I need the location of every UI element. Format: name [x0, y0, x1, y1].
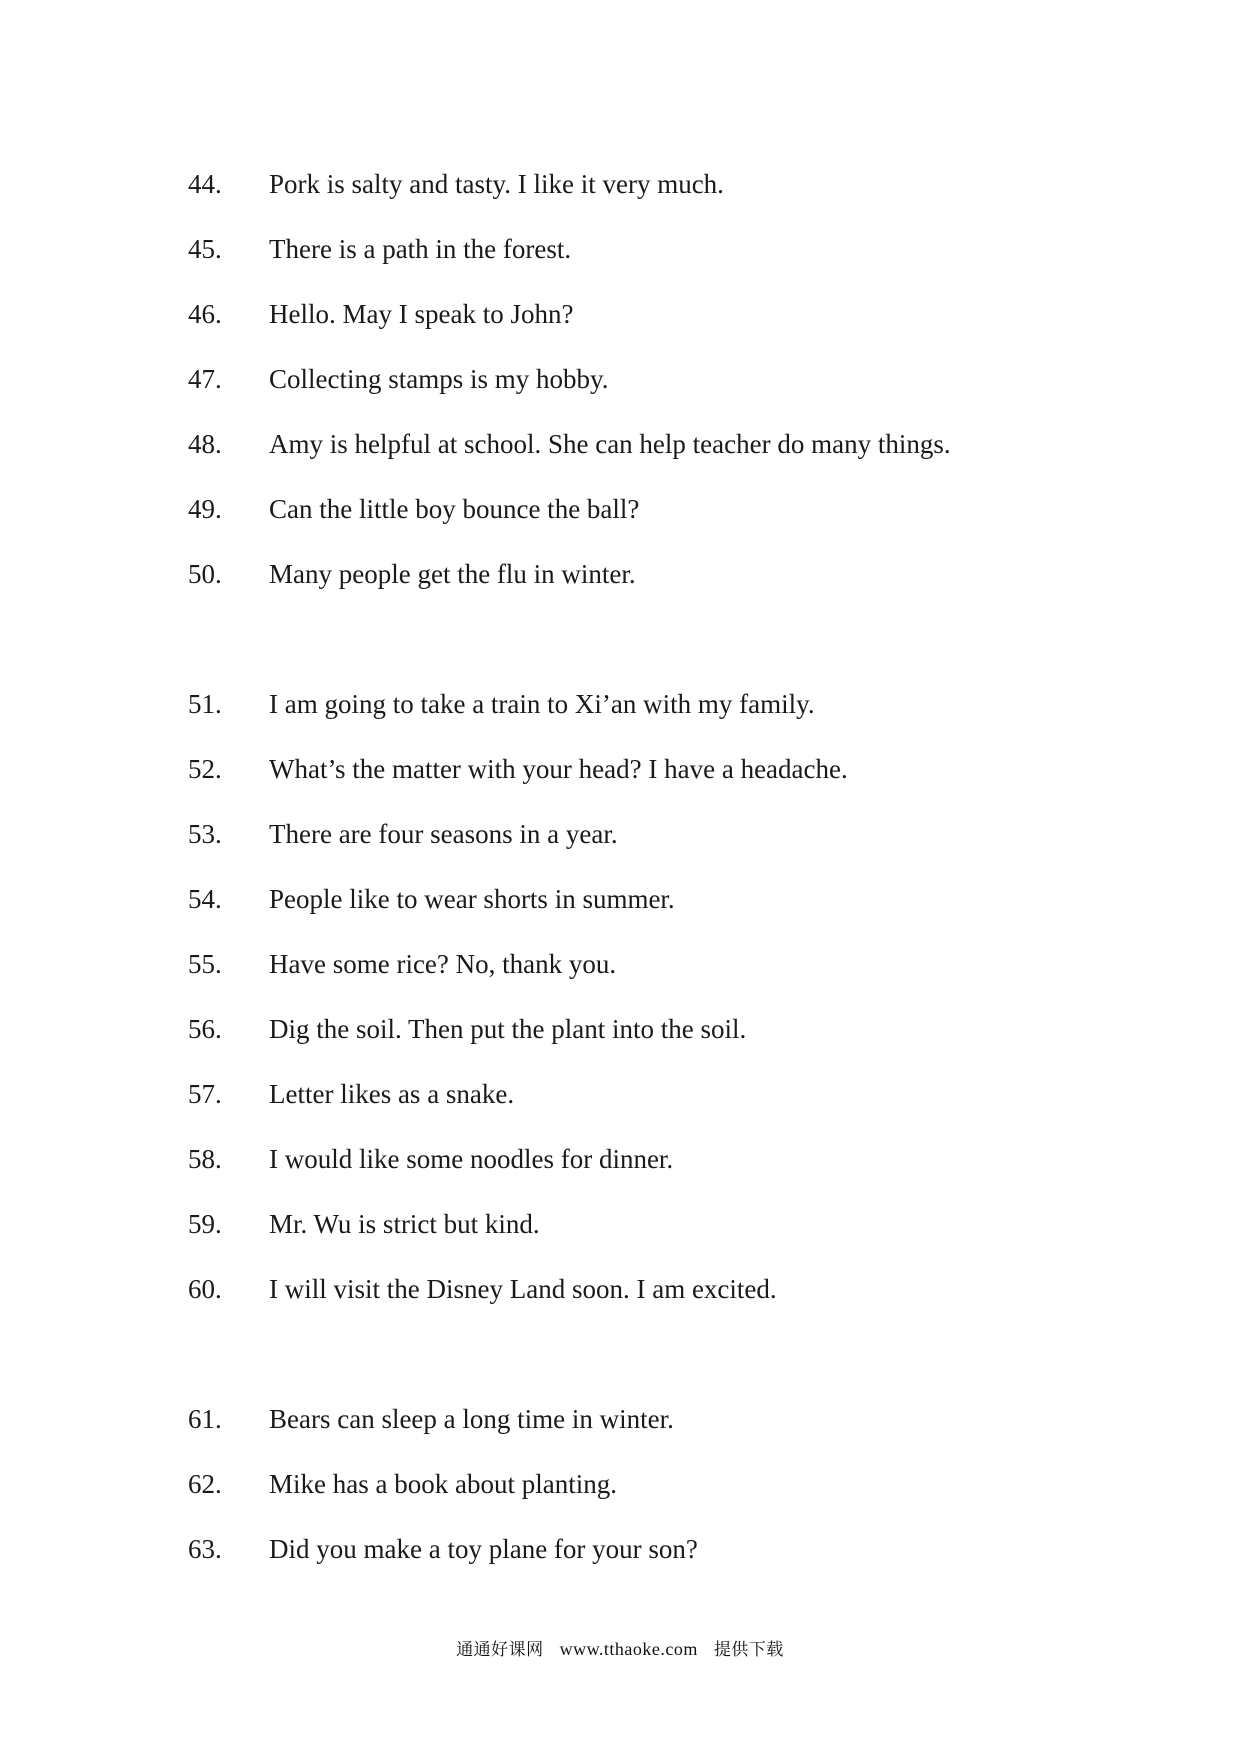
sentence-text: Many people get the flu in winter. — [269, 559, 636, 589]
sentence-number: 55. — [188, 949, 222, 979]
sentence-text: People like to wear shorts in summer. — [269, 884, 675, 914]
sentence-number: 48. — [188, 429, 222, 459]
sentence-number: 54. — [188, 884, 222, 914]
sentence-number: 59. — [188, 1209, 222, 1239]
sentence-number: 57. — [188, 1079, 222, 1109]
sentence-item — [0, 229, 1240, 269]
sentence-text: Dig the soil. Then put the plant into the soil. — [269, 1014, 747, 1044]
sentence-text: There are four seasons in a year. — [269, 819, 618, 849]
sentence-number: 46. — [188, 299, 222, 329]
sentence-item — [0, 1269, 1240, 1309]
sentence-number: 45. — [188, 234, 222, 264]
sentence-text: Hello. May I speak to John? — [269, 299, 574, 329]
sentence-number: 51. — [188, 689, 222, 719]
sentence-text: I am going to take a train to Xi’an with my family. — [269, 689, 815, 719]
sentence-number: 60. — [188, 1274, 222, 1304]
sentence-item — [0, 164, 1240, 204]
sentence-item — [0, 424, 1240, 464]
sentence-item — [0, 1139, 1240, 1179]
sentence-number: 61. — [188, 1404, 222, 1434]
sentence-item — [0, 294, 1240, 334]
sentence-text: Letter likes as a snake. — [269, 1079, 515, 1109]
sentence-number: 52. — [188, 754, 222, 784]
sentence-item — [0, 489, 1240, 529]
sentence-item — [0, 684, 1240, 724]
sentence-item — [0, 814, 1240, 854]
sentence-number: 56. — [188, 1014, 222, 1044]
sentence-text: Have some rice? No, thank you. — [269, 949, 617, 979]
footer-suffix: 提供下载 — [713, 1640, 784, 1660]
sentence-text: I will visit the Disney Land soon. I am excited. — [269, 1274, 777, 1304]
sentence-item — [0, 944, 1240, 984]
footer-site-link[interactable]: www.tthaoke.com — [559, 1639, 698, 1659]
sentence-item — [0, 554, 1240, 594]
sentence-item — [0, 1464, 1240, 1504]
sentence-text: Amy is helpful at school. She can help teacher do many things. — [269, 429, 951, 459]
sentence-number: 53. — [188, 819, 222, 849]
sentence-text: Mr. Wu is strict but kind. — [269, 1209, 540, 1239]
sentence-number: 63. — [188, 1534, 222, 1564]
sentence-number: 44. — [188, 169, 222, 199]
sentence-text: Bears can sleep a long time in winter. — [269, 1404, 674, 1434]
sentence-number: 49. — [188, 494, 222, 524]
sentence-text: Pork is salty and tasty. I like it very much. — [269, 169, 724, 199]
sentence-number: 47. — [188, 364, 222, 394]
sentence-number: 58. — [188, 1144, 222, 1174]
sentence-item — [0, 1204, 1240, 1244]
sentence-text: I would like some noodles for dinner. — [269, 1144, 674, 1174]
sentence-item — [0, 749, 1240, 789]
sentence-number: 62. — [188, 1469, 222, 1499]
sentence-item — [0, 879, 1240, 919]
sentence-item — [0, 359, 1240, 399]
sentence-text: Mike has a book about planting. — [269, 1469, 617, 1499]
sentence-item — [0, 1009, 1240, 1049]
sentence-number: 50. — [188, 559, 222, 589]
sentence-text: There is a path in the forest. — [269, 234, 572, 264]
footer-brand: 通通好课网 — [456, 1640, 544, 1660]
sentence-text: Did you make a toy plane for your son? — [269, 1534, 698, 1564]
sentence-item — [0, 1074, 1240, 1114]
sentence-item — [0, 1399, 1240, 1439]
page-footer — [0, 1635, 1240, 1660]
sentence-text: What’s the matter with your head? I have a headache. — [269, 754, 848, 784]
sentence-text: Collecting stamps is my hobby. — [269, 364, 609, 394]
sentence-text: Can the little boy bounce the ball? — [269, 494, 640, 524]
sentence-item — [0, 1529, 1240, 1569]
